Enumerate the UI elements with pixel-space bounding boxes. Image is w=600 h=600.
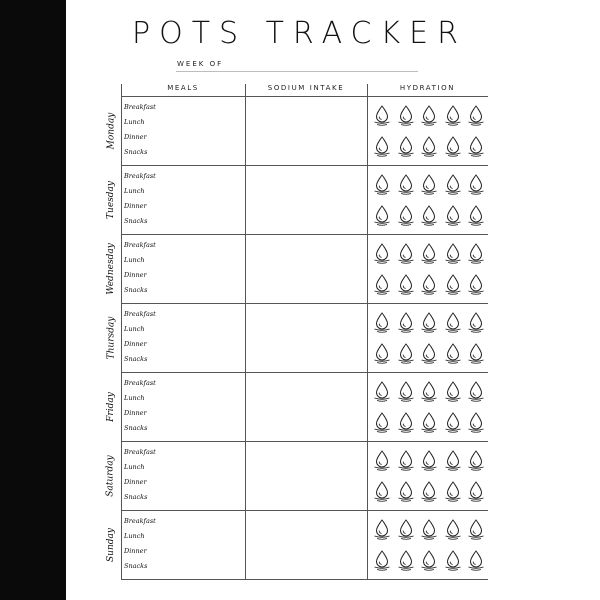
meal-label-dinner: Dinner bbox=[124, 547, 147, 555]
water-drop-icon[interactable] bbox=[373, 273, 391, 295]
water-drop-icon[interactable] bbox=[420, 104, 438, 126]
water-drop-icon[interactable] bbox=[467, 411, 485, 433]
water-drop-icon[interactable] bbox=[420, 135, 438, 157]
water-drop-icon[interactable] bbox=[467, 204, 485, 226]
meal-label-lunch: Lunch bbox=[124, 463, 145, 471]
meal-label-snacks: Snacks bbox=[124, 286, 148, 294]
water-drop-icon[interactable] bbox=[373, 242, 391, 264]
day-label-text: Friday bbox=[106, 391, 117, 422]
water-drop-icon[interactable] bbox=[444, 104, 462, 126]
water-drop-icon[interactable] bbox=[397, 411, 415, 433]
water-drop-icon[interactable] bbox=[444, 449, 462, 471]
sodium-intake-cell[interactable] bbox=[246, 442, 366, 509]
water-drop-icon[interactable] bbox=[397, 273, 415, 295]
meal-label-snacks: Snacks bbox=[124, 424, 148, 432]
day-label-sunday bbox=[102, 510, 120, 579]
column-divider bbox=[121, 84, 122, 579]
water-drop-icon[interactable] bbox=[444, 342, 462, 364]
water-drop-icon[interactable] bbox=[467, 380, 485, 402]
water-drop-icon[interactable] bbox=[420, 449, 438, 471]
sodium-intake-cell[interactable] bbox=[246, 511, 366, 578]
meal-label-lunch: Lunch bbox=[124, 325, 145, 333]
day-label-text: Sunday bbox=[106, 527, 117, 562]
meal-label-dinner: Dinner bbox=[124, 202, 147, 210]
water-drop-icon[interactable] bbox=[467, 135, 485, 157]
water-drop-icon[interactable] bbox=[373, 173, 391, 195]
water-drop-icon[interactable] bbox=[397, 204, 415, 226]
water-drop-icon[interactable] bbox=[373, 135, 391, 157]
water-drop-icon[interactable] bbox=[420, 273, 438, 295]
water-drop-icon[interactable] bbox=[444, 480, 462, 502]
water-drop-icon[interactable] bbox=[373, 449, 391, 471]
water-drop-icon[interactable] bbox=[467, 311, 485, 333]
water-drop-icon[interactable] bbox=[444, 204, 462, 226]
water-drop-icon[interactable] bbox=[467, 173, 485, 195]
page-title: POTS TRACKER bbox=[132, 16, 467, 51]
day-label-monday bbox=[102, 96, 120, 165]
meal-label-lunch: Lunch bbox=[124, 532, 145, 540]
water-drop-icon[interactable] bbox=[397, 104, 415, 126]
meal-label-breakfast: Breakfast bbox=[124, 310, 156, 318]
water-drop-icon[interactable] bbox=[397, 242, 415, 264]
water-drop-icon[interactable] bbox=[373, 104, 391, 126]
day-label-text: Tuesday bbox=[106, 180, 116, 219]
sodium-intake-cell[interactable] bbox=[246, 235, 366, 302]
sodium-intake-cell[interactable] bbox=[246, 166, 366, 233]
water-drop-icon[interactable] bbox=[467, 449, 485, 471]
water-drop-icon[interactable] bbox=[420, 380, 438, 402]
day-label-text: Wednesday bbox=[106, 242, 116, 295]
sodium-intake-cell[interactable] bbox=[246, 97, 366, 164]
water-drop-icon[interactable] bbox=[420, 518, 438, 540]
water-drop-icon[interactable] bbox=[397, 311, 415, 333]
water-drop-icon[interactable] bbox=[444, 549, 462, 571]
water-drop-icon[interactable] bbox=[373, 518, 391, 540]
water-drop-icon[interactable] bbox=[444, 380, 462, 402]
water-drop-icon[interactable] bbox=[373, 411, 391, 433]
hydration-column-header: HYDRATION bbox=[399, 84, 456, 92]
day-label-saturday bbox=[102, 441, 120, 510]
binding-spine bbox=[0, 0, 66, 600]
water-drop-icon[interactable] bbox=[420, 342, 438, 364]
meal-label-dinner: Dinner bbox=[124, 478, 147, 486]
meal-label-breakfast: Breakfast bbox=[124, 103, 156, 111]
water-drop-icon[interactable] bbox=[397, 135, 415, 157]
day-row-divider bbox=[121, 579, 488, 580]
water-drop-icon[interactable] bbox=[444, 173, 462, 195]
meal-label-breakfast: Breakfast bbox=[124, 379, 156, 387]
meal-label-dinner: Dinner bbox=[124, 271, 147, 279]
meal-label-lunch: Lunch bbox=[124, 118, 145, 126]
column-divider bbox=[367, 84, 368, 579]
meal-label-dinner: Dinner bbox=[124, 133, 147, 141]
sodium-intake-cell[interactable] bbox=[246, 304, 366, 371]
water-drop-icon[interactable] bbox=[420, 242, 438, 264]
water-drop-icon[interactable] bbox=[373, 380, 391, 402]
water-drop-icon[interactable] bbox=[397, 173, 415, 195]
meal-label-snacks: Snacks bbox=[124, 562, 148, 570]
meal-label-breakfast: Breakfast bbox=[124, 241, 156, 249]
water-drop-icon[interactable] bbox=[467, 480, 485, 502]
meal-label-breakfast: Breakfast bbox=[124, 517, 156, 525]
water-drop-icon[interactable] bbox=[373, 204, 391, 226]
meal-label-dinner: Dinner bbox=[124, 409, 147, 417]
sodium-column-header: SODIUM INTAKE bbox=[267, 84, 345, 92]
meal-label-snacks: Snacks bbox=[124, 355, 148, 363]
meal-label-lunch: Lunch bbox=[124, 187, 145, 195]
water-drop-icon[interactable] bbox=[420, 480, 438, 502]
meal-label-lunch: Lunch bbox=[124, 256, 145, 264]
water-drop-icon[interactable] bbox=[397, 342, 415, 364]
water-drop-icon[interactable] bbox=[467, 273, 485, 295]
meal-label-dinner: Dinner bbox=[124, 340, 147, 348]
meal-label-lunch: Lunch bbox=[124, 394, 145, 402]
meals-column-header: MEALS bbox=[167, 84, 199, 92]
meal-label-snacks: Snacks bbox=[124, 493, 148, 501]
meal-label-breakfast: Breakfast bbox=[124, 448, 156, 456]
water-drop-icon[interactable] bbox=[397, 480, 415, 502]
day-label-tuesday bbox=[102, 165, 120, 234]
water-drop-icon[interactable] bbox=[444, 411, 462, 433]
water-drop-icon[interactable] bbox=[420, 411, 438, 433]
water-drop-icon[interactable] bbox=[397, 549, 415, 571]
water-drop-icon[interactable] bbox=[420, 311, 438, 333]
water-drop-icon[interactable] bbox=[373, 342, 391, 364]
water-drop-icon[interactable] bbox=[373, 549, 391, 571]
water-drop-icon[interactable] bbox=[467, 104, 485, 126]
day-label-text: Saturday bbox=[106, 454, 116, 497]
water-drop-icon[interactable] bbox=[467, 518, 485, 540]
water-drop-icon[interactable] bbox=[444, 242, 462, 264]
water-drop-icon[interactable] bbox=[373, 311, 391, 333]
water-drop-icon[interactable] bbox=[397, 518, 415, 540]
day-label-friday bbox=[102, 372, 120, 441]
water-drop-icon[interactable] bbox=[444, 518, 462, 540]
water-drop-icon[interactable] bbox=[373, 480, 391, 502]
day-label-thursday bbox=[102, 303, 120, 372]
meal-label-snacks: Snacks bbox=[124, 217, 148, 225]
water-drop-icon[interactable] bbox=[420, 204, 438, 226]
day-label-text: Thursday bbox=[106, 316, 117, 359]
day-label-wednesday bbox=[102, 234, 120, 303]
water-drop-icon[interactable] bbox=[467, 242, 485, 264]
sodium-intake-cell[interactable] bbox=[246, 373, 366, 440]
water-drop-icon[interactable] bbox=[467, 342, 485, 364]
water-drop-icon[interactable] bbox=[444, 135, 462, 157]
water-drop-icon[interactable] bbox=[420, 549, 438, 571]
week-of-label: WEEK OF bbox=[177, 60, 224, 68]
meal-label-breakfast: Breakfast bbox=[124, 172, 156, 180]
water-drop-icon[interactable] bbox=[397, 449, 415, 471]
meal-label-snacks: Snacks bbox=[124, 148, 148, 156]
water-drop-icon[interactable] bbox=[444, 273, 462, 295]
week-of-line[interactable] bbox=[176, 71, 418, 72]
water-drop-icon[interactable] bbox=[467, 549, 485, 571]
water-drop-icon[interactable] bbox=[420, 173, 438, 195]
water-drop-icon[interactable] bbox=[397, 380, 415, 402]
day-label-text: Monday bbox=[106, 112, 116, 149]
water-drop-icon[interactable] bbox=[444, 311, 462, 333]
